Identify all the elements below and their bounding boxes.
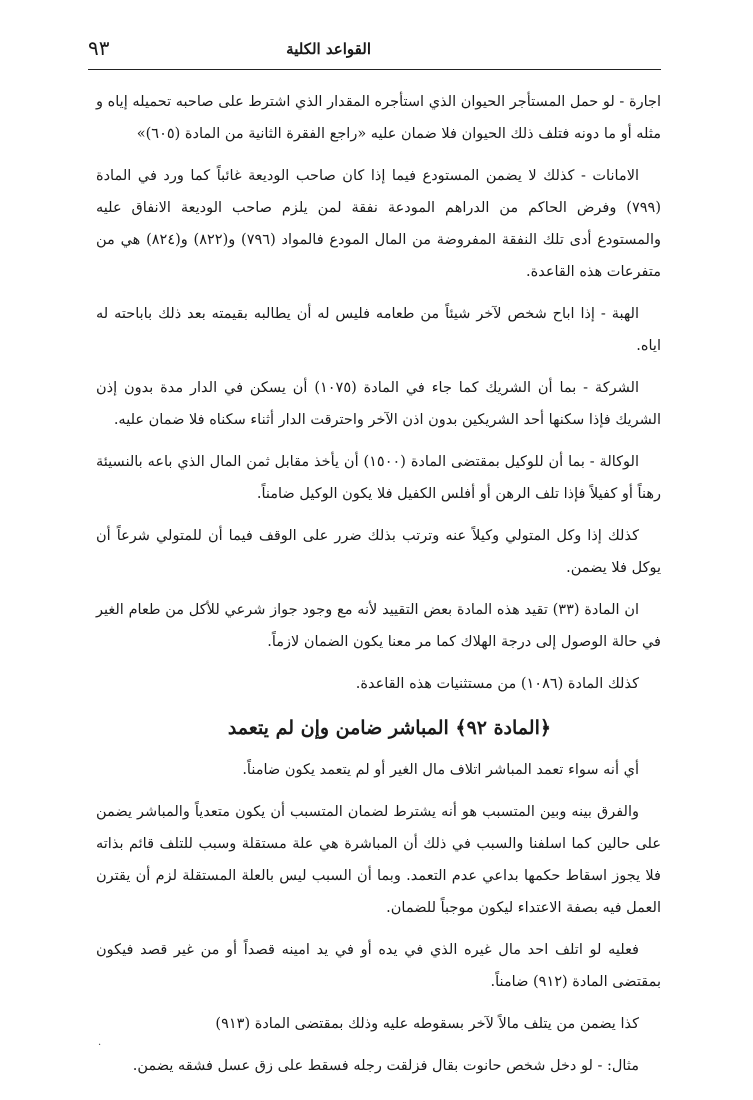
paragraph-article-1086: كذلك المادة (١٠٨٦) من مستثنيات هذه القاعدة.: [355, 676, 639, 692]
paragraph-wakala: الوكالة - بما أن للوكيل بمقتضى المادة (١٥٠٠) أن يأخذ مقابل ثمن المال الذي باعه بالنسيئة رهناً أو كفيلاً فإذا تلف الرهن أو أفلس الكفيل فلا يكون الوكيل ضامناً.: [96, 454, 661, 502]
paragraph-sharika: الشركة - بما أن الشريك كما جاء في المادة (١٠٧٥) أن يسكن في الدار مدة بدون إذن الشريك فإذا سكنها أحد الشريكين بدون اذن الآخر واحترقت الدار أثناء سكناه فلا ضمان عليه.: [96, 380, 661, 428]
margin-dot-mark: ·: [98, 1040, 102, 1051]
paragraph-ijara: اجارة - لو حمل المستأجر الحيوان الذي استأجره المقدار الذي اشترط على صاحبه تحميله إياه و مثله أو ما دونه فتلف ذلك الحيوان فلا ضمان عليه «راجع الفقرة الثانية من المادة (٦٠٥)»: [96, 94, 661, 142]
paragraph-hiba: الهبة - إذا اباح شخص لآخر شيئاً من طعامه فليس له أن يطالبه بقيمته بعد ذلك باباحته له اياه.: [96, 306, 661, 354]
paragraph-amanat: الامانات - كذلك لا يضمن المستودع فيما إذا كان صاحب الوديعة غائباً كما ورد في المادة (٧٩٩) وفرض الحاكم من الدراهم المودعة نفقة لمن يلزم صاحب الوديعة الانفاق عليه والمستودع أدى تلك النفقة المفروضة من المال المودع فالمواد (٧٩٦) و(٨٢٢) و(٨٢٤) هي من متفرعات هذه القاعدة.: [96, 168, 661, 280]
running-header-title: القواعد الكلية: [286, 40, 371, 58]
paragraph-definition: أي أنه سواء تعمد المباشر اتلاف مال الغير أو لم يتعمد يكون ضامناً.: [242, 762, 639, 778]
paragraph-example: مثال: - لو دخل شخص حانوت بقال فزلقت رجله فسقط على زق عسل فشقه يضمن.: [132, 1058, 639, 1074]
paragraph-falling: كذا يضمن من يتلف مالاً لآخر بسقوطه عليه وذلك بمقتضى المادة (٩١٣): [215, 1016, 639, 1032]
article-heading: ﴿المادة ٩٢﴾ المباشر ضامن وإن لم يتعمد: [227, 717, 551, 739]
paragraph-mutawalli: كذلك إذا وكل المتولي وكيلاً عنه وترتب بذلك ضرر على الوقف فيما أن للمتولي شرعاً أن يوكل فلا يضمن.: [96, 528, 661, 576]
paragraph-consequence: فعليه لو اتلف احد مال غيره الذي في يده أو في يد امينه قصداً أو من غير قصد فيكون بمقتضى المادة (٩١٢) ضامناً.: [96, 942, 661, 990]
header-rule: [88, 69, 661, 70]
page-body: [96, 86, 661, 1092]
page-number: ٩٣: [88, 36, 110, 60]
paragraph-difference: والفرق بينه وبين المتسبب هو أنه يشترط لضمان المتسبب أن يكون متعدياً والمباشر يضمن على حالين كما اسلفنا والسبب في ذلك أن المباشرة هي علة مستقلة وسبب للتلف قائم بذاته فلا يجوز اسقاط حكمها بداعي عدم التعمد. وبما أن السبب ليس بالعلة المستقلة لزم أن يقترن العمل فيه بصفة الاعتداء ليكون موجباً للضمان.: [96, 804, 661, 916]
paragraph-article-33: ان المادة (٣٣) تقيد هذه المادة بعض التقييد لأنه مع وجود جواز شرعي للأكل من طعام الغير في حالة الوصول إلى درجة الهلاك كما مر معنا يكون الضمان لازماً.: [96, 602, 661, 650]
